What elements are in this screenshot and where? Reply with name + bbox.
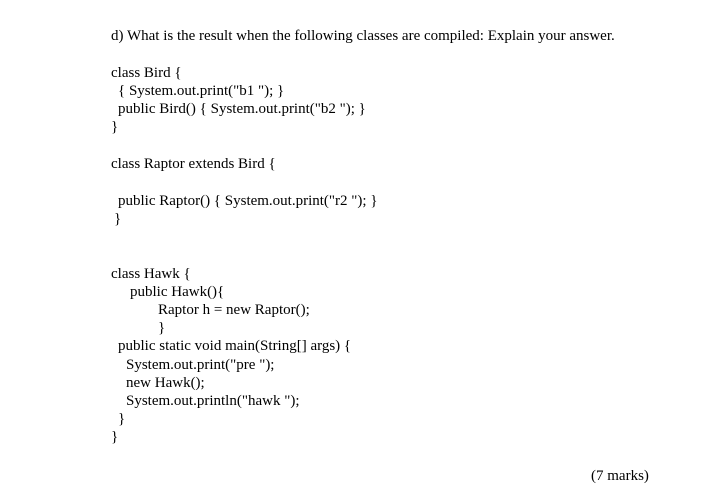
code-line: class Bird {	[111, 65, 182, 81]
code-line: class Hawk {	[111, 266, 191, 282]
code-line: { System.out.print("b1 "); }	[118, 83, 285, 99]
code-line: }	[118, 411, 126, 427]
code-line: public Bird() { System.out.print("b2 "); }	[118, 101, 366, 117]
code-line: class Raptor extends Bird {	[111, 156, 276, 172]
code-line: System.out.print("pre ");	[126, 357, 275, 373]
code-line: }	[111, 119, 119, 135]
code-line: }	[111, 429, 119, 445]
code-line: System.out.println("hawk ");	[126, 393, 300, 409]
code-line: public Hawk(){	[130, 284, 225, 300]
marks-label: (7 marks)	[591, 468, 649, 484]
code-line: public Raptor() { System.out.print("r2 "); }	[118, 193, 378, 209]
code-line: new Hawk();	[126, 375, 205, 391]
code-line: Raptor h = new Raptor();	[158, 302, 310, 318]
question-text: d) What is the result when the following classes are compiled: Explain your answer.	[111, 28, 615, 44]
code-line: public static void main(String[] args) {	[118, 338, 352, 354]
code-line: }	[158, 320, 166, 336]
code-line: }	[114, 211, 122, 227]
